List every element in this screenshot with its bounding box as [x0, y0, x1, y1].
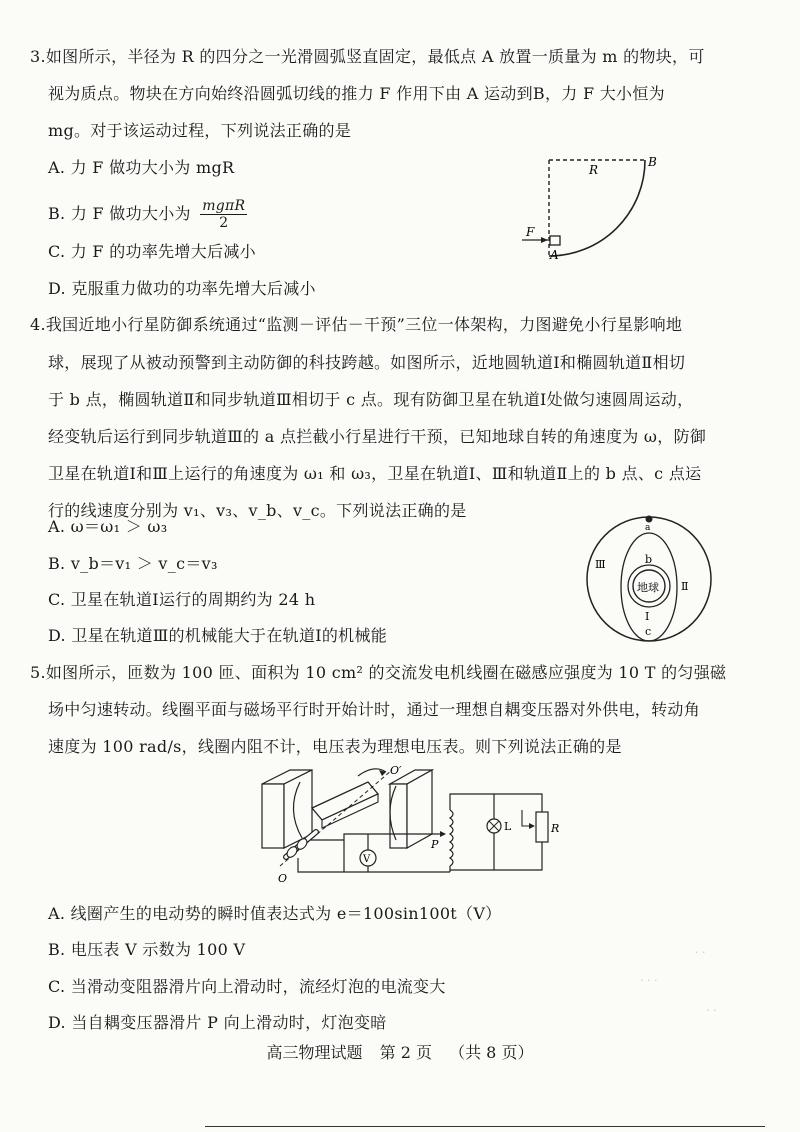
q3-arc-figure: [480, 148, 680, 263]
bottom-rule: [205, 1126, 765, 1127]
q3-option-b-numerator: mgπR: [202, 198, 246, 214]
q5-option-c: C. 当滑动变阻器滑片向上滑动时，流经灯泡的电流变大: [48, 977, 446, 996]
q4-stem-line-5: 卫星在轨道Ⅰ和Ⅲ上运行的角速度为 ω₁ 和 ω₃，卫星在轨道Ⅰ、Ⅲ和轨道Ⅱ上的 b 点、c 点运: [48, 464, 702, 483]
q4-label-c: c: [645, 625, 652, 638]
q5-stem-line-2: 场中匀速转动。线圈平面与磁场平行时开始计时，通过一理想自耦变压器对外供电，转动角: [48, 700, 701, 719]
q3-option-d: D. 克服重力做功的功率先增大后减小: [48, 279, 316, 298]
q5-stem-line-1: 5.如图所示，匝数为 100 匝、面积为 10 cm² 的交流发电机线圈在磁感应强度为 10 T 的匀强磁: [30, 663, 727, 682]
q5-label-v: V: [363, 854, 371, 865]
q3-label-r: R: [589, 163, 599, 177]
q3-stem-line-2: 视为质点。物块在方向始终沿圆弧切线的推力 F 作用下由 A 运动到B，力 F 大小恒为: [48, 84, 665, 103]
q5-generator-circuit-figure: [250, 762, 565, 890]
q4-stem-line-1: 4.我国近地小行星防御系统通过“监测－评估－干预”三位一体架构，力图避免小行星影响地: [30, 315, 683, 334]
q5-rheostat: [536, 812, 548, 842]
q5-magnet-right-side: [407, 770, 432, 848]
q3-block: [550, 236, 560, 245]
q4-label-orbit-i: Ⅰ: [645, 610, 650, 623]
footer-page-number: 第 2 页: [379, 1043, 432, 1062]
q5-label-o-prime: O′: [390, 764, 402, 777]
q5-label-p: P: [431, 838, 439, 851]
footer-subject: 高三物理试题: [266, 1043, 363, 1062]
q3-option-b-fraction: [200, 198, 247, 231]
q3-stem-line-3: mg。对于该运动过程，下列说法正确的是: [48, 121, 352, 140]
q5-rheostat-slider-arrow: [529, 823, 535, 829]
q3-force-arrowhead: [541, 237, 548, 243]
bleed-through-mark-1: · ·: [695, 946, 706, 959]
q4-stem-line-4: 经变轨后运行到同步轨道Ⅲ的 a 点拦截小行星进行干预，已知地球自转的角速度为 ω，防御: [48, 427, 707, 446]
q3-stem-line-1: 3.如图所示，半径为 R 的四分之一光滑圆弧竖直固定，最低点 A 放置一质量为 m 的物块，可: [30, 47, 705, 66]
q4-option-c: C. 卫星在轨道Ⅰ运行的周期约为 24 h: [48, 590, 316, 609]
q3-option-b: [48, 198, 247, 231]
q3-label-b: B: [648, 155, 657, 169]
q3-label-a: A: [550, 248, 559, 262]
q4-option-b: B. v_b＝v₁ ＞ v_c＝v₃: [48, 554, 218, 573]
q4-label-a: a: [645, 523, 651, 533]
q4-label-b: b: [645, 553, 653, 566]
q4-label-orbit-iii: Ⅲ: [595, 558, 606, 571]
q5-label-r: R: [551, 822, 560, 835]
q4-stem-line-3: 于 b 点，椭圆轨道Ⅱ和同步轨道Ⅲ相切于 c 点。现有防御卫星在轨道Ⅰ处做匀速圆周运动，: [48, 390, 694, 409]
q5-label-l: L: [504, 820, 512, 833]
q5-stem-line-3: 速度为 100 rad/s，线圈内阻不计，电压表为理想电压表。则下列说法正确的是: [48, 737, 622, 756]
q5-rheostat-link: [522, 794, 542, 810]
q4-label-orbit-ii: Ⅱ: [681, 580, 689, 593]
footer-total-pages: （共 8 页）: [449, 1043, 534, 1062]
q4-stem-line-2: 球，展现了从被动预警到主动防御的科技跨越。如图所示，近地圆轨道Ⅰ和椭圆轨道Ⅱ相切: [48, 353, 686, 372]
q4-point-a: [646, 516, 653, 523]
q3-option-b-denominator: 2: [219, 215, 229, 231]
q5-option-d: D. 当自耦变压器滑片 P 向上滑动时，灯泡变暗: [48, 1013, 387, 1032]
q4-option-a: A. ω＝ω₁ ＞ ω₃: [48, 517, 168, 536]
q3-option-a: A. 力 F 做功大小为 mgR: [48, 158, 235, 177]
q3-option-c: C. 力 F 的功率先增大后减小: [48, 242, 256, 261]
q4-label-earth: 地球: [637, 581, 659, 594]
q5-option-a: A. 线圈产生的电动势的瞬时值表达式为 e＝100sin100t（V）: [48, 904, 502, 923]
q5-magnet-left: [262, 784, 284, 848]
bleed-through-mark-3: · ·: [706, 1004, 717, 1017]
q5-transformer-coil: [450, 810, 453, 866]
q5-rheostat-slider: [522, 810, 534, 826]
bleed-through-mark-2: · · ·: [640, 974, 658, 987]
q3-option-b-prefix: B. 力 F 做功大小为: [48, 204, 191, 223]
q5-option-b: B. 电压表 V 示数为 100 V: [48, 940, 246, 959]
page-footer: [0, 1040, 800, 1063]
q5-slider-p-arrow: [440, 831, 446, 837]
q4-stem-line-6: 行的线速度分别为 v₁、v₃、v_b、v_c。下列说法正确的是: [48, 501, 467, 520]
q5-label-o: O: [278, 872, 288, 885]
q3-label-f: F: [526, 225, 535, 239]
q4-orbit-figure: [570, 514, 735, 644]
q4-option-d: D. 卫星在轨道Ⅲ的机械能大于在轨道Ⅰ的机械能: [48, 626, 388, 645]
